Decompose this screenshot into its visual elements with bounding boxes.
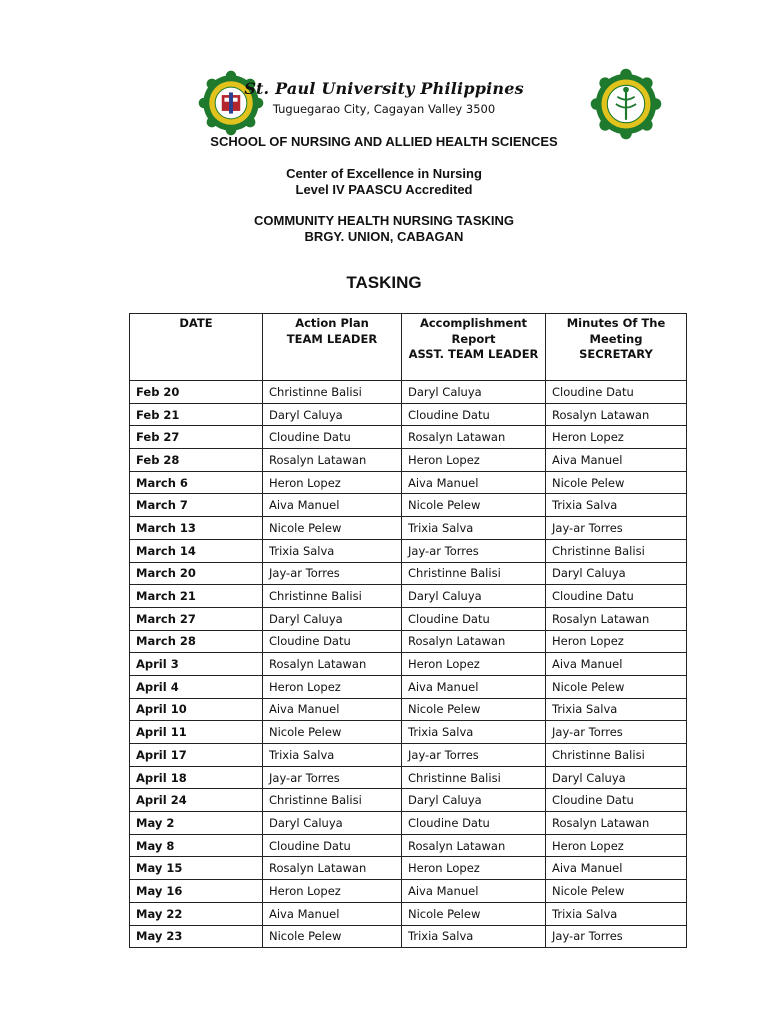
header-asst-team-leader: Accomplishment Report ASST. TEAM LEADER bbox=[402, 314, 546, 381]
university-address: Tuguegarao City, Cagayan Valley 3500 bbox=[272, 102, 496, 116]
date-cell: March 28 bbox=[130, 630, 263, 653]
date-cell: May 22 bbox=[130, 902, 263, 925]
date-cell: Feb 28 bbox=[130, 449, 263, 472]
table-row bbox=[130, 675, 687, 698]
table-row bbox=[130, 766, 687, 789]
table-row bbox=[130, 562, 687, 585]
asst-team-leader-cell: Heron Lopez bbox=[402, 449, 546, 472]
asst-team-leader-cell: Cloudine Datu bbox=[402, 607, 546, 630]
secretary-cell: Nicole Pelew bbox=[546, 471, 687, 494]
asst-team-leader-cell: Heron Lopez bbox=[402, 857, 546, 880]
team-leader-cell: Daryl Caluya bbox=[263, 812, 402, 835]
secretary-cell: Trixia Salva bbox=[546, 698, 687, 721]
secretary-cell: Daryl Caluya bbox=[546, 766, 687, 789]
team-leader-cell: Cloudine Datu bbox=[263, 834, 402, 857]
asst-team-leader-cell: Christinne Balisi bbox=[402, 766, 546, 789]
asst-team-leader-cell: Nicole Pelew bbox=[402, 494, 546, 517]
table-row bbox=[130, 539, 687, 562]
secretary-cell: Trixia Salva bbox=[546, 902, 687, 925]
asst-team-leader-cell: Heron Lopez bbox=[402, 653, 546, 676]
secretary-cell: Cloudine Datu bbox=[546, 381, 687, 404]
date-cell: Feb 21 bbox=[130, 403, 263, 426]
date-cell: April 24 bbox=[130, 789, 263, 812]
asst-team-leader-cell: Christinne Balisi bbox=[402, 562, 546, 585]
team-leader-cell: Christinne Balisi bbox=[263, 789, 402, 812]
secretary-cell: Aiva Manuel bbox=[546, 449, 687, 472]
table-row bbox=[130, 585, 687, 608]
asst-team-leader-cell: Aiva Manuel bbox=[402, 675, 546, 698]
table-row bbox=[130, 494, 687, 517]
date-cell: March 6 bbox=[130, 471, 263, 494]
table-row bbox=[130, 449, 687, 472]
team-leader-cell: Nicole Pelew bbox=[263, 721, 402, 744]
program-title: COMMUNITY HEALTH NURSING TASKING bbox=[254, 213, 514, 228]
team-leader-cell: Trixia Salva bbox=[263, 744, 402, 767]
secretary-cell: Christinne Balisi bbox=[546, 539, 687, 562]
table-row bbox=[130, 517, 687, 540]
asst-team-leader-cell: Nicole Pelew bbox=[402, 902, 546, 925]
secretary-cell: Aiva Manuel bbox=[546, 653, 687, 676]
date-cell: May 15 bbox=[130, 857, 263, 880]
date-cell: March 21 bbox=[130, 585, 263, 608]
team-leader-cell: Heron Lopez bbox=[263, 471, 402, 494]
date-cell: April 3 bbox=[130, 653, 263, 676]
asst-team-leader-cell: Aiva Manuel bbox=[402, 471, 546, 494]
date-cell: May 8 bbox=[130, 834, 263, 857]
secretary-cell: Trixia Salva bbox=[546, 494, 687, 517]
secretary-cell: Cloudine Datu bbox=[546, 585, 687, 608]
secretary-cell: Daryl Caluya bbox=[546, 562, 687, 585]
secretary-cell: Nicole Pelew bbox=[546, 880, 687, 903]
team-leader-cell: Aiva Manuel bbox=[263, 494, 402, 517]
date-cell: March 20 bbox=[130, 562, 263, 585]
table-row bbox=[130, 744, 687, 767]
secretary-cell: Heron Lopez bbox=[546, 834, 687, 857]
asst-team-leader-cell: Jay-ar Torres bbox=[402, 744, 546, 767]
table-row bbox=[130, 925, 687, 948]
header-date: DATE bbox=[130, 314, 263, 381]
table-row bbox=[130, 426, 687, 449]
table-row bbox=[130, 880, 687, 903]
team-leader-cell: Jay-ar Torres bbox=[263, 562, 402, 585]
team-leader-cell: Trixia Salva bbox=[263, 539, 402, 562]
table-row bbox=[130, 471, 687, 494]
date-cell: March 27 bbox=[130, 607, 263, 630]
asst-team-leader-cell: Trixia Salva bbox=[402, 721, 546, 744]
secretary-cell: Cloudine Datu bbox=[546, 789, 687, 812]
table-row bbox=[130, 834, 687, 857]
secretary-cell: Jay-ar Torres bbox=[546, 721, 687, 744]
table-row bbox=[130, 902, 687, 925]
table-row bbox=[130, 653, 687, 676]
asst-team-leader-cell: Cloudine Datu bbox=[402, 812, 546, 835]
asst-team-leader-cell: Daryl Caluya bbox=[402, 585, 546, 608]
team-leader-cell: Nicole Pelew bbox=[263, 517, 402, 540]
secretary-cell: Heron Lopez bbox=[546, 426, 687, 449]
page-title: TASKING bbox=[346, 273, 422, 292]
secretary-cell: Aiva Manuel bbox=[546, 857, 687, 880]
team-leader-cell: Aiva Manuel bbox=[263, 902, 402, 925]
team-leader-cell: Jay-ar Torres bbox=[263, 766, 402, 789]
tasking-table bbox=[129, 313, 687, 948]
table-row bbox=[130, 381, 687, 404]
date-cell: Feb 27 bbox=[130, 426, 263, 449]
asst-team-leader-cell: Daryl Caluya bbox=[402, 381, 546, 404]
date-cell: April 11 bbox=[130, 721, 263, 744]
asst-team-leader-cell: Daryl Caluya bbox=[402, 789, 546, 812]
excellence-line: Center of Excellence in Nursing bbox=[286, 166, 482, 181]
date-cell: March 14 bbox=[130, 539, 263, 562]
date-cell: May 16 bbox=[130, 880, 263, 903]
table-row bbox=[130, 721, 687, 744]
table-row bbox=[130, 857, 687, 880]
team-leader-cell: Rosalyn Latawan bbox=[263, 449, 402, 472]
date-cell: March 13 bbox=[130, 517, 263, 540]
team-leader-cell: Christinne Balisi bbox=[263, 585, 402, 608]
team-leader-cell: Cloudine Datu bbox=[263, 630, 402, 653]
asst-team-leader-cell: Aiva Manuel bbox=[402, 880, 546, 903]
accreditation-line: Level IV PAASCU Accredited bbox=[295, 182, 473, 197]
secretary-cell: Heron Lopez bbox=[546, 630, 687, 653]
secretary-cell: Rosalyn Latawan bbox=[546, 607, 687, 630]
team-leader-cell: Nicole Pelew bbox=[263, 925, 402, 948]
asst-team-leader-cell: Cloudine Datu bbox=[402, 403, 546, 426]
table-header-row bbox=[130, 314, 687, 381]
team-leader-cell: Daryl Caluya bbox=[263, 607, 402, 630]
team-leader-cell: Christinne Balisi bbox=[263, 381, 402, 404]
secretary-cell: Jay-ar Torres bbox=[546, 517, 687, 540]
date-cell: April 18 bbox=[130, 766, 263, 789]
school-name: SCHOOL OF NURSING AND ALLIED HEALTH SCIENCES bbox=[210, 134, 558, 149]
asst-team-leader-cell: Nicole Pelew bbox=[402, 698, 546, 721]
team-leader-cell: Daryl Caluya bbox=[263, 403, 402, 426]
secretary-cell: Rosalyn Latawan bbox=[546, 812, 687, 835]
secretary-cell: Rosalyn Latawan bbox=[546, 403, 687, 426]
table-row bbox=[130, 607, 687, 630]
asst-team-leader-cell: Trixia Salva bbox=[402, 925, 546, 948]
date-cell: April 10 bbox=[130, 698, 263, 721]
team-leader-cell: Heron Lopez bbox=[263, 880, 402, 903]
table-row bbox=[130, 789, 687, 812]
asst-team-leader-cell: Rosalyn Latawan bbox=[402, 834, 546, 857]
date-cell: May 23 bbox=[130, 925, 263, 948]
team-leader-cell: Heron Lopez bbox=[263, 675, 402, 698]
location-line: BRGY. UNION, CABAGAN bbox=[304, 229, 464, 244]
asst-team-leader-cell: Jay-ar Torres bbox=[402, 539, 546, 562]
team-leader-cell: Aiva Manuel bbox=[263, 698, 402, 721]
team-leader-cell: Rosalyn Latawan bbox=[263, 653, 402, 676]
university-name: St. Paul University Philippines bbox=[244, 79, 524, 98]
date-cell: April 17 bbox=[130, 744, 263, 767]
date-cell: May 2 bbox=[130, 812, 263, 835]
table-row bbox=[130, 403, 687, 426]
table-row bbox=[130, 630, 687, 653]
asst-team-leader-cell: Rosalyn Latawan bbox=[402, 630, 546, 653]
asst-team-leader-cell: Rosalyn Latawan bbox=[402, 426, 546, 449]
date-cell: April 4 bbox=[130, 675, 263, 698]
date-cell: March 7 bbox=[130, 494, 263, 517]
header-secretary: Minutes Of The Meeting SECRETARY bbox=[546, 314, 687, 381]
secretary-cell: Jay-ar Torres bbox=[546, 925, 687, 948]
table-row bbox=[130, 698, 687, 721]
header-team-leader: Action Plan TEAM LEADER bbox=[263, 314, 402, 381]
team-leader-cell: Cloudine Datu bbox=[263, 426, 402, 449]
table-row bbox=[130, 812, 687, 835]
secretary-cell: Christinne Balisi bbox=[546, 744, 687, 767]
asst-team-leader-cell: Trixia Salva bbox=[402, 517, 546, 540]
table-body bbox=[130, 381, 687, 948]
date-cell: Feb 20 bbox=[130, 381, 263, 404]
team-leader-cell: Rosalyn Latawan bbox=[263, 857, 402, 880]
secretary-cell: Nicole Pelew bbox=[546, 675, 687, 698]
